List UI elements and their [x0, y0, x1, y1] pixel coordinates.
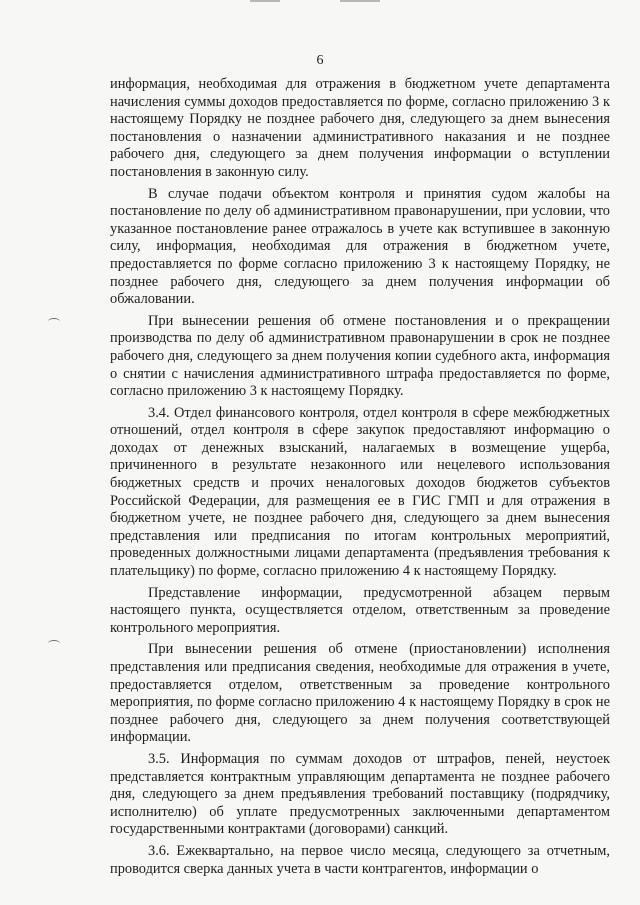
paragraph: При вынесении решения об отмене постановления и о прекращении производства по делу об административном правонарушении в срок не позднее рабочего дня, следующего за днем получения копии судебного акта, информация о снятии с начисления административного штрафа предоставляется по форме, согласно приложению 3 к настоящему Порядку. — [110, 312, 610, 400]
paragraph: В случае подачи объектом контроля и принятия судом жалобы на постановление по делу об административном правонарушении, при условии, что указанное постановление ранее отражалось в учете как вступившее в законную силу, информация, необходимая для отражения в бюджетном учете, предоставляется по форме согласно приложению 3 к настоящему Порядку, не позднее рабочего дня, следующего за днем получения информации об обжаловании. — [110, 185, 610, 308]
paragraph: 3.4. Отдел финансового контроля, отдел контроля в сфере межбюджетных отношений, отдел контроля в сфере закупок предоставляют информацию о доходах от денежных взысканий, налагаемых в возмещение ущерба, причиненного в результате незаконного или нецелевого использования бюджетных средств и прочих неналоговых доходов бюджетов субъектов Российской Федерации, для размещения ее в ГИС ГМП и для отражения в бюджетном учете, не позднее рабочего дня, следующего за днем вынесения представления или предписания по итогам контрольных мероприятий, проведенных должностными лицами департамента (предъявления требования к плательщику) по форме, согласно приложению 4 к настоящему Порядку. — [110, 404, 610, 580]
paragraph: информация, необходимая для отражения в бюджетном учете департамента начисления суммы доходов предоставляется по форме, согласно приложению 3 к настоящему Порядку не позднее рабочего дня, следующего за днем вынесения постановления о назначении административного наказания и не позднее рабочего дня, следующего за днем получения информации о вступлении постановления в законную силу. — [110, 76, 610, 180]
page-number: 6 — [316, 53, 324, 68]
paragraph: 3.5. Информация по суммам доходов от штрафов, пеней, неустоек представляется контрактным управляющим департамента не позднее рабочего дня, следующего за днем предъявления требований поставщику (подрядчику, исполнителю) об уплате предусмотренных заключенными департаментом государственными контрактами (договорами) санкций. — [110, 750, 610, 838]
scan-artifact — [250, 0, 280, 2]
margin-mark — [48, 640, 60, 647]
scan-artifact — [340, 0, 380, 2]
paragraph: Представление информации, предусмотренной абзацем первым настоящего пункта, осуществляется отделом, ответственным за проведение контрольного мероприятия. — [110, 584, 610, 636]
body-text — [110, 76, 610, 882]
paragraph: При вынесении решения об отмене (приостановлении) исполнения представления или предписания сведения, необходимые для отражения в учете, предоставляется отделом, ответственным за проведение контрольного мероприятия, по форме согласно приложению 4 к настоящему Порядку в срок не позднее рабочего дня, следующего за днем получения соответствующей информации. — [110, 641, 610, 746]
margin-mark — [48, 318, 60, 325]
paragraph: 3.6. Ежеквартально, на первое число месяца, следующего за отчетным, проводится сверка данных учета в части контрагентов, информации о — [110, 842, 610, 877]
